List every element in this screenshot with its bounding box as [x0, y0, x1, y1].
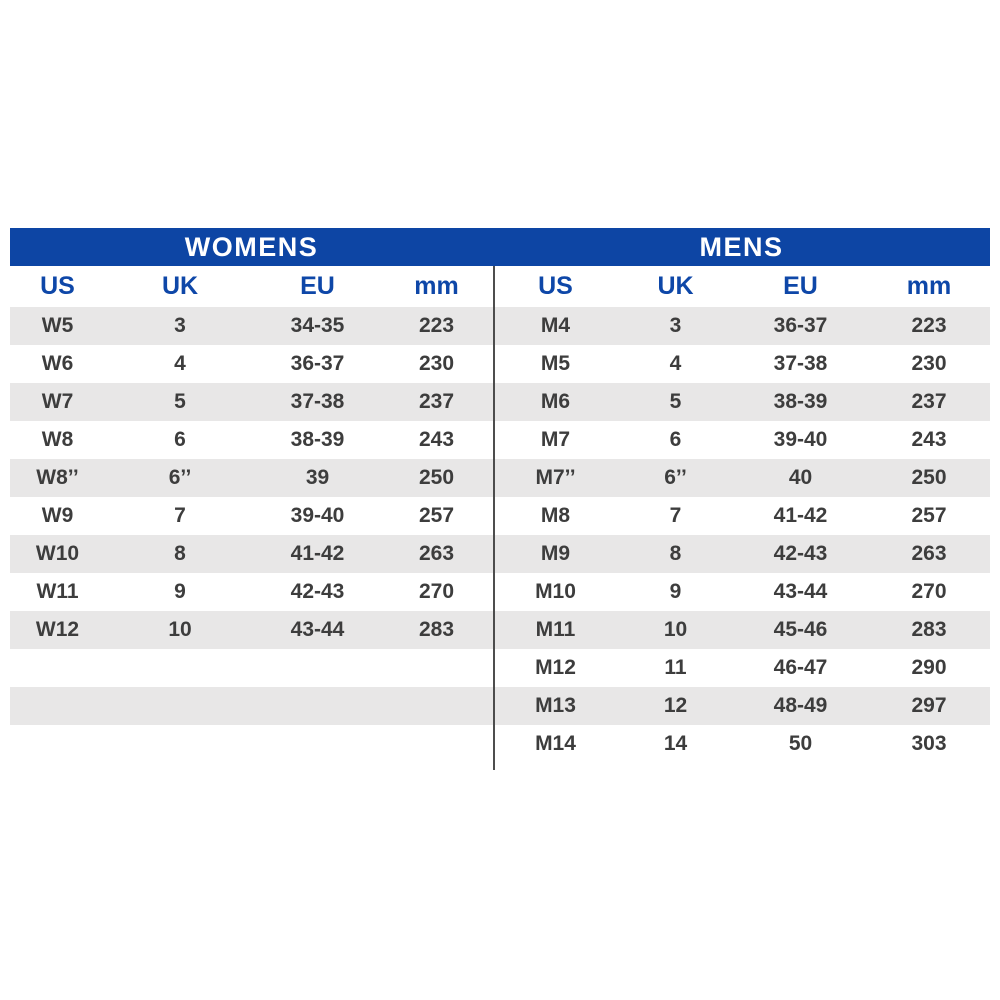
size-cell: W5 [41, 314, 74, 337]
size-cell: M14 [535, 732, 576, 755]
size-cell [105, 725, 255, 763]
table-row [10, 421, 990, 459]
mens-column-header-mm: mm [906, 272, 952, 300]
table-row [10, 535, 990, 573]
size-cell: 250 [911, 466, 947, 489]
size-cell: 10 [663, 618, 688, 641]
size-cell: 230 [911, 352, 947, 375]
size-cell: W9 [41, 504, 74, 527]
size-cell: M7’’ [535, 466, 576, 489]
table-row [10, 383, 990, 421]
size-cell: 230 [418, 352, 455, 375]
size-cell: W11 [36, 580, 79, 603]
shoe-size-chart [10, 228, 990, 763]
table-row [10, 345, 990, 383]
table-row [10, 611, 990, 649]
size-cell: 6’’ [168, 466, 192, 489]
size-cell [380, 687, 493, 725]
table-row [10, 687, 990, 725]
table-row [10, 307, 990, 345]
womens-column-header-eu: EU [300, 272, 335, 300]
size-cell: W10 [35, 542, 80, 565]
size-cell: 39-40 [290, 504, 345, 527]
size-cell: M4 [540, 314, 571, 337]
size-cell: 37-38 [773, 352, 828, 375]
size-cell: 5 [669, 390, 682, 413]
size-cell: W6 [41, 352, 74, 375]
size-cell: 10 [168, 618, 192, 641]
size-cell [380, 725, 493, 763]
size-cell: 3 [174, 314, 186, 337]
size-cell: 9 [174, 580, 186, 603]
size-cell: 50 [788, 732, 813, 755]
size-cell: 38-39 [290, 428, 345, 451]
size-cell: 257 [418, 504, 455, 527]
size-cell: 4 [669, 352, 682, 375]
mens-section-title: MENS [699, 232, 784, 262]
size-cell: 12 [663, 694, 688, 717]
size-cell: 7 [669, 504, 682, 527]
size-cell: M12 [535, 656, 576, 679]
size-cell: 243 [911, 428, 947, 451]
size-cell: 41-42 [773, 504, 828, 527]
size-cell: 5 [174, 390, 186, 413]
chart-header-bar [10, 228, 990, 266]
size-cell: 297 [911, 694, 947, 717]
size-cell: 39 [305, 466, 330, 489]
size-cell: M5 [540, 352, 571, 375]
size-cell: 37-38 [290, 390, 345, 413]
size-cell: 303 [911, 732, 947, 755]
size-cell: 48-49 [773, 694, 828, 717]
size-cell: 270 [911, 580, 947, 603]
mens-column-header-us: US [538, 272, 573, 300]
size-cell: 250 [418, 466, 455, 489]
size-cell: M7 [540, 428, 571, 451]
size-cell: 283 [418, 618, 455, 641]
size-cell: M8 [540, 504, 571, 527]
size-cell [255, 649, 380, 687]
womens-column-header-us: US [40, 272, 75, 300]
table-row [10, 459, 990, 497]
size-cell: 290 [911, 656, 947, 679]
size-cell: 43-44 [773, 580, 828, 603]
size-cell [105, 649, 255, 687]
size-cell: 43-44 [290, 618, 345, 641]
size-cell: W12 [35, 618, 80, 641]
size-cell: 46-47 [773, 656, 828, 679]
size-cell: 223 [418, 314, 455, 337]
size-cell: 270 [418, 580, 455, 603]
table-divider-line [493, 266, 495, 770]
mens-column-header-eu: EU [783, 272, 818, 300]
column-header-row [10, 266, 990, 307]
mens-column-header-uk: UK [657, 272, 694, 300]
size-cell [380, 649, 493, 687]
size-cell: 38-39 [773, 390, 828, 413]
size-cell: M10 [535, 580, 576, 603]
size-cell: 8 [174, 542, 186, 565]
size-cell: 36-37 [290, 352, 345, 375]
size-cell: M6 [540, 390, 571, 413]
size-cell: 14 [663, 732, 688, 755]
size-cell: 237 [911, 390, 947, 413]
size-cell: 9 [669, 580, 682, 603]
womens-section-title: WOMENS [184, 232, 319, 262]
womens-column-header-mm: mm [414, 272, 459, 300]
size-cell: 8 [669, 542, 682, 565]
size-cell: 41-42 [290, 542, 345, 565]
size-cell [10, 687, 105, 725]
size-cell: 39-40 [773, 428, 828, 451]
size-cell: 257 [911, 504, 947, 527]
size-cell: 6 [669, 428, 682, 451]
table-row [10, 649, 990, 687]
size-cell: 6 [174, 428, 186, 451]
size-cell: M13 [535, 694, 576, 717]
size-cell [255, 687, 380, 725]
size-cell: 263 [418, 542, 455, 565]
size-cell: W8’’ [36, 466, 79, 489]
size-cell: 36-37 [773, 314, 828, 337]
size-cell: 7 [174, 504, 186, 527]
size-cell: 42-43 [290, 580, 345, 603]
size-cell: 3 [669, 314, 682, 337]
size-cell: 223 [911, 314, 947, 337]
size-cell: 4 [174, 352, 186, 375]
size-cell: 42-43 [773, 542, 828, 565]
size-cell [10, 649, 105, 687]
size-cell: M9 [540, 542, 571, 565]
size-cell [255, 725, 380, 763]
table-row [10, 725, 990, 763]
size-cell [10, 725, 105, 763]
size-cell: 237 [418, 390, 455, 413]
size-cell: W8 [41, 428, 74, 451]
size-cell: 6’’ [664, 466, 687, 489]
size-cell: 34-35 [290, 314, 345, 337]
size-cell: 263 [911, 542, 947, 565]
size-cell: M11 [535, 618, 576, 641]
size-cell: 45-46 [773, 618, 828, 641]
size-cell: W7 [41, 390, 74, 413]
size-cell [105, 687, 255, 725]
table-row [10, 497, 990, 535]
womens-column-header-uk: UK [161, 272, 199, 300]
size-cell: 243 [418, 428, 455, 451]
size-cell: 40 [788, 466, 813, 489]
table-body [10, 307, 990, 763]
table-row [10, 573, 990, 611]
size-cell: 283 [911, 618, 947, 641]
size-cell: 11 [664, 656, 687, 679]
